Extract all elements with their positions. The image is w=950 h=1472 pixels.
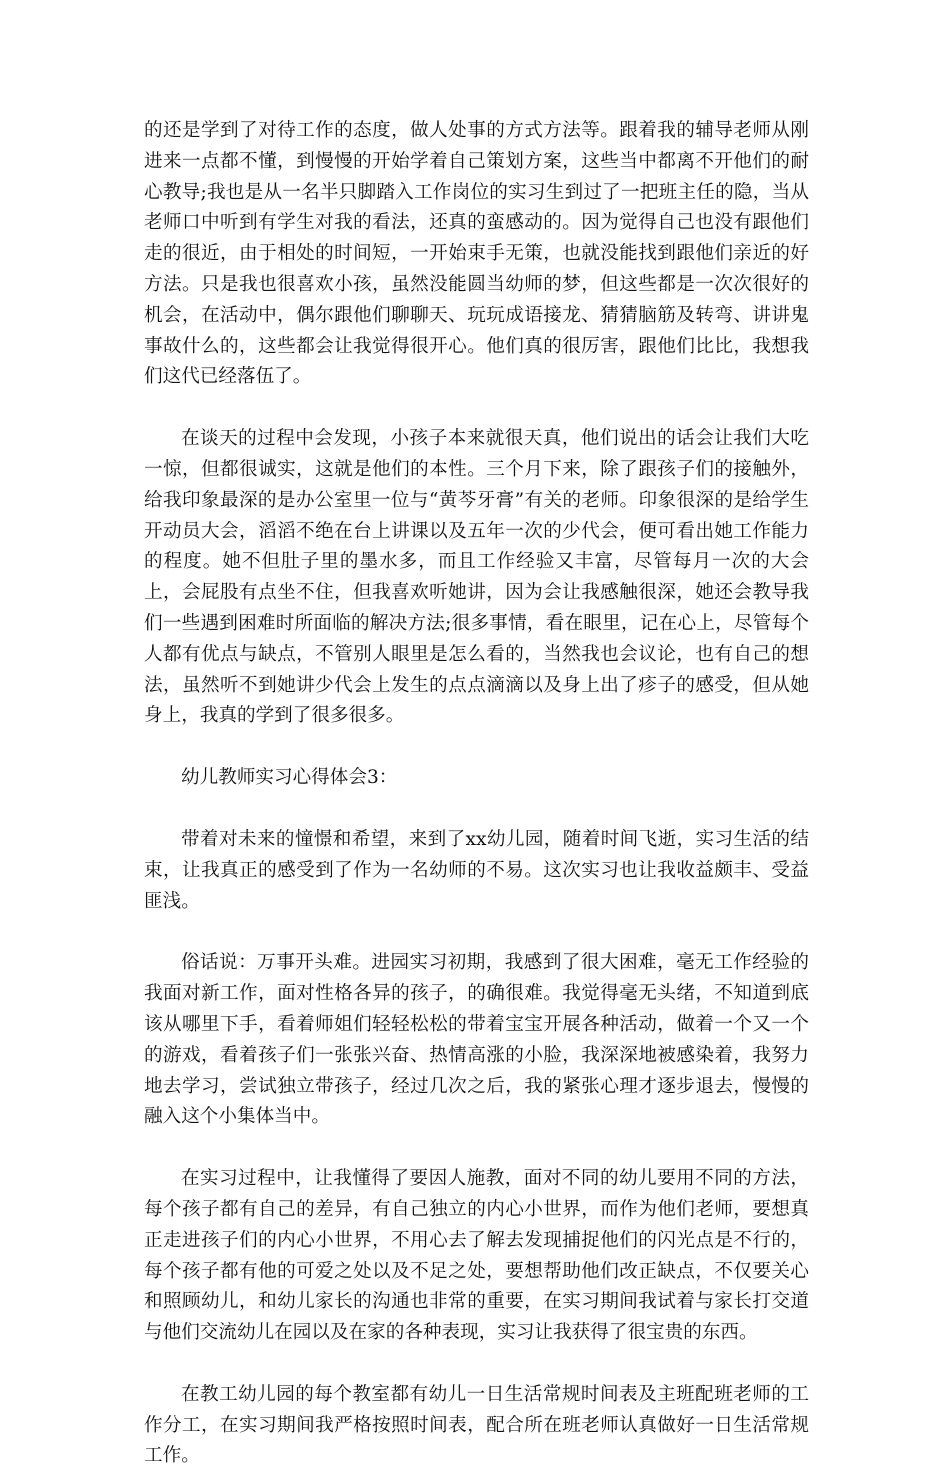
paragraph-beginning: 俗话说：万事开头难。进园实习初期，我感到了很大困难，毫无工作经验的我面对新工作，面对性格各异的孩子，的确很难。我觉得毫无头绪，不知道到底该从哪里下手，看着师姐们轻轻松松的带着宝宝开展各种活动，做着一个又一个的游戏，看着孩子们一张张兴奋、热情高涨的小脸，我深深地被感染着，我努力地去学习，尝试独立带孩子，经过几次之后，我的紧张心理才逐步退去，慢慢的融入这个小集体当中。 [144,952,809,1128]
paragraph-daily-routine: 在教工幼儿园的每个教室都有幼儿一日生活常规时间表及主班配班老师的工作分工，在实习期间我严格按照时间表，配合所在班老师认真做好一日生活常规工作。 [144,1383,809,1467]
paragraph-chat-observation: 在谈天的过程中会发现，小孩子本来就很天真，他们说出的话会让我们大吃一惊，但都很诚实，这就是他们的本性。三个月下来，除了跟孩子们的接触外，给我印象最深的是办公室里一位与“黄芩牙膏”有关的老师。印象很深的是给学生开动员大会，滔滔不绝在台上讲课以及五年一次的少代会，便可看出她工作能力的程度。她不但肚子里的墨水多，而且工作经验又丰富，尽管每月一次的大会上，会屁股有点坐不住，但我喜欢听她讲，因为会让我感触很深，她还会教导我们一些遇到困难时所面临的解决方法;很多事情，看在眼里，记在心上，尽管每个人都有优点与缺点，不管别人眼里是怎么看的，当然我也会议论，也有自己的想法，虽然听不到她讲少代会上发生的点点滴滴以及身上出了疹子的感受，但从她身上，我真的学到了很多很多。 [144,428,809,727]
paragraph-teaching-method: 在实习过程中，让我懂得了要因人施教，面对不同的幼儿要用不同的方法，每个孩子都有自己的差异，有自己独立的内心小世界，而作为他们老师，要想真正走进孩子们的内心小世界，不用心去了解去发现捕捉他们的闪光点是不行的，每个孩子都有他的可爱之处以及不足之处，要想帮助他们改正缺点，不仅要关心和照顾幼儿，和幼儿家长的沟通也非常的重要，在实习期间我试着与家长打交道与他们交流幼儿在园以及在家的各种表现，实习让我获得了很宝贵的东西。 [144,1168,809,1344]
paragraph-spacer [144,917,809,948]
section-heading: 幼儿教师实习心得体会3： [181,767,398,789]
document-body [144,116,809,1472]
paragraph-spacer [144,1133,809,1164]
paragraph-spacer [144,1349,809,1380]
paragraph-arrival: 带着对未来的憧憬和希望，来到了xx幼儿园，随着时间飞逝，实习生活的结束，让我真正的感受到了作为一名幼师的不易。这次实习也让我收益颇丰、受益匪浅。 [144,828,809,912]
paragraph-spacer [144,794,809,825]
paragraph-spacer [144,393,809,424]
paragraph-spacer [144,732,809,763]
paragraph-continuation: 的还是学到了对待工作的态度，做人处事的方式方法等。跟着我的辅导老师从刚进来一点都不懂，到慢慢的开始学着自己策划方案，这些当中都离不开他们的耐心教导;我也是从一名半只脚踏入工作岗位的实习生到过了一把班主任的隐，当从老师口中听到有学生对我的看法，还真的蛮感动的。因为觉得自己也没有跟他们走的很近，由于相处的时间短，一开始束手无策，也就没能找到跟他们亲近的好方法。只是我也很喜欢小孩，虽然没能圆当幼师的梦，但这些都是一次次很好的机会，在活动中，偶尔跟他们聊聊天、玩玩成语接龙、猜猜脑筋及转弯、讲讲鬼事故什么的，这些都会让我觉得很开心。他们真的很厉害，跟他们比比，我想我们这代已经落伍了。 [144,120,809,388]
